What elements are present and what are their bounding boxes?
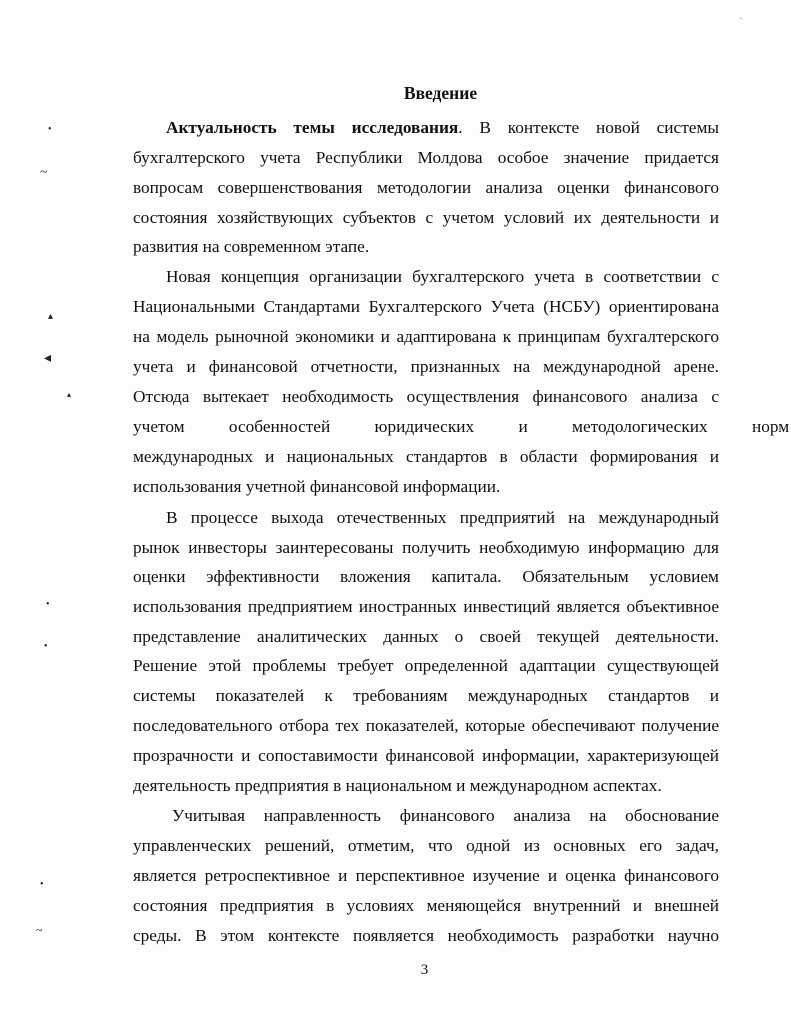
scan-speck-mark: ◂ xyxy=(44,351,52,366)
bold-lead: Актуальность темы исследования xyxy=(166,118,459,137)
text-line: международных и национальных стандартов в области формирования и xyxy=(133,447,719,466)
text-line: состояния хозяйствующих субъектов с учетом условий их деятельности и xyxy=(133,208,719,227)
scan-speck-mark: ~ xyxy=(40,165,48,180)
page-title: Введение xyxy=(403,83,478,103)
text-line: системы показателей к требованиям международных стандартов и xyxy=(133,686,719,705)
text-line: В процессе выхода отечественных предприятий на международный xyxy=(166,508,719,527)
text-line: учетом особенностей юридических и методологических норм xyxy=(133,417,790,436)
text-line: представление аналитических данных о своей текущей деятельности. xyxy=(133,627,719,646)
scan-speck-mark: • xyxy=(40,879,44,890)
text-line: прозрачности и сопоставимости финансовой информации, характеризующей xyxy=(133,746,719,765)
text-line: Новая концепция организации бухгалтерского учета в соответствии с xyxy=(166,267,719,286)
text-line: Решение этой проблемы требует определенной адаптации существующей xyxy=(133,656,719,675)
text-line: Отсюда вытекает необходимость осуществления финансового анализа с xyxy=(133,387,719,406)
text-line: Национальными Стандартами Бухгалтерского Учета (НСБУ) ориентирована xyxy=(133,297,719,316)
text-line-rest: . В контексте новой системы xyxy=(458,118,719,137)
scan-speck-mark: ▴ xyxy=(48,311,54,322)
text-line: вопросам совершенствования методологии анализа оценки финансового xyxy=(133,178,719,197)
scan-speck-mark: . xyxy=(740,13,742,21)
text-line: учета и финансовой отчетности, признанных на международной арене. xyxy=(133,357,719,376)
text-line: использования учетной финансовой информации. xyxy=(133,477,501,496)
scan-speck-mark: ▴ xyxy=(67,390,72,399)
text-line: оценки эффективности вложения капитала. Обязательным условием xyxy=(133,567,719,586)
text-line: рынок инвесторы заинтересованы получить необходимую информацию для xyxy=(133,538,719,557)
text-line: состояния предприятия в условиях меняющейся внутренний и внешней xyxy=(133,896,719,915)
text-line: последовательного отбора тех показателей, которые обеспечивают получение xyxy=(133,716,719,735)
scan-speck-mark: • xyxy=(46,599,50,610)
scan-speck-mark: • xyxy=(48,124,52,135)
text-line: на модель рыночной экономики и адаптирована к принципам бухгалтерского xyxy=(133,327,719,346)
text-line: Учитывая направленность финансового анализа на обоснование xyxy=(172,806,719,825)
text-line: является ретроспективное и перспективное изучение и оценка финансового xyxy=(133,866,719,885)
text-line: использования предприятием иностранных инвестиций является объективное xyxy=(133,597,719,616)
text-line: бухгалтерского учета Республики Молдова особое значение придается xyxy=(133,148,719,167)
text-line: среды. В этом контексте появляется необходимость разработки научно xyxy=(133,926,719,945)
text-line: управленческих решений, отметим, что одной из основных его задач, xyxy=(133,836,719,855)
text-line xyxy=(166,117,719,139)
text-line: деятельность предприятия в национальном и международном аспектах. xyxy=(133,776,662,795)
page-number: 3 xyxy=(420,962,429,978)
scan-speck-mark: • xyxy=(44,641,48,652)
scan-speck-mark: ~ xyxy=(36,923,43,937)
text-line: развития на современном этапе. xyxy=(133,237,370,256)
